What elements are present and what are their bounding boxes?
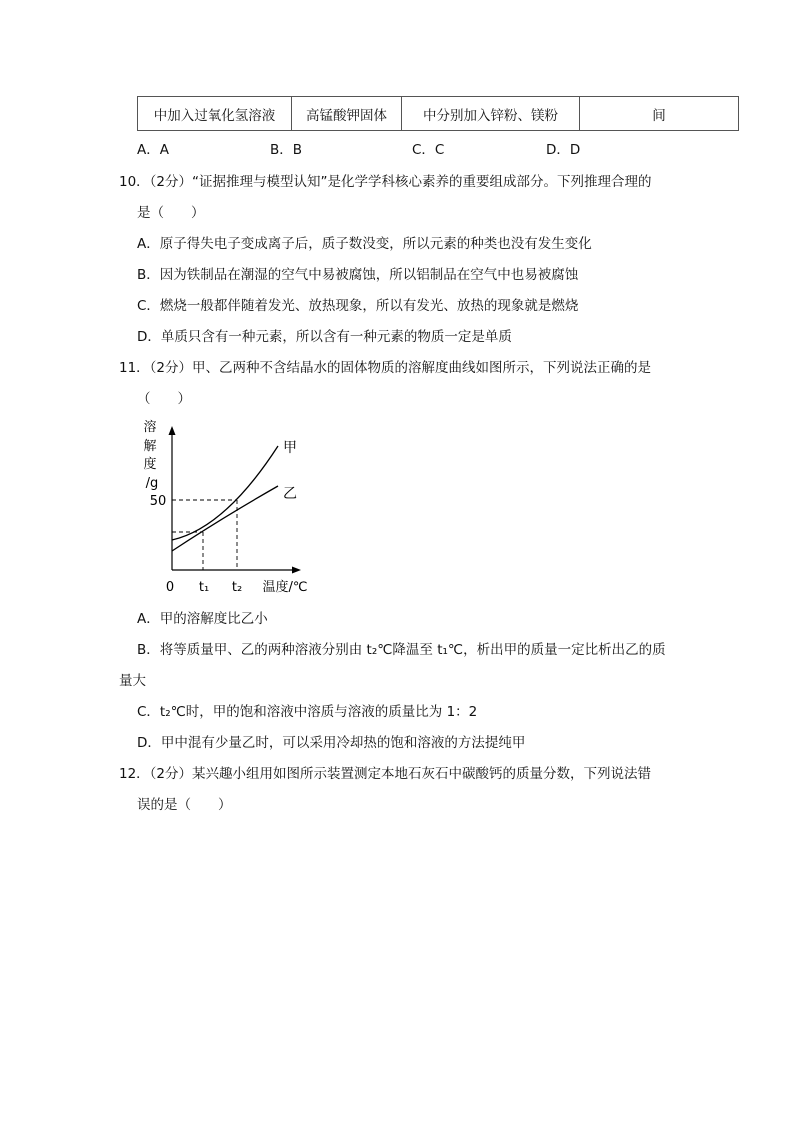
q11-option-b-line1: B．将等质量甲、乙的两种溶液分别由 t₂℃降温至 t₁℃，析出甲的质量一定比析出乙的质 [137,642,666,658]
x-axis-arrow [292,567,301,574]
table-row [138,97,739,131]
q9-option-c: C．C [412,142,445,158]
table-cell: 间 [580,97,739,131]
ylabel-char-1: 溶 [143,420,157,435]
q10-option-b: B．因为铁制品在潮湿的空气中易被腐蚀，所以铝制品在空气中也易被腐蚀 [137,267,579,283]
x-axis-label: 温度/℃ [262,580,308,595]
table-cell: 中加入过氧化氢溶液 [138,97,292,131]
y-axis-arrow [169,426,176,435]
q11-option-c: C．t₂℃时，甲的饱和溶液中溶质与溶液的质量比为 1：2 [137,704,478,720]
series-yi-label: 乙 [283,486,297,502]
t1-label: t₁ [198,580,210,595]
ylabel-unit: /g [145,476,159,491]
table-cell: 高锰酸钾固体 [292,97,402,131]
q11-stem-line2: （ ） [137,391,191,407]
curve-yi [172,486,278,551]
q11-option-d: D．甲中混有少量乙时，可以采用冷却热的饱和溶液的方法提纯甲 [137,735,526,751]
t2-label: t₂ [231,580,243,595]
ylabel-char-3: 度 [143,457,157,472]
q10-stem-line2: 是（ ） [137,205,205,221]
origin-label: 0 [165,580,175,595]
q10-option-c: C．燃烧一般都伴随着发光、放热现象，所以有发光、放热的现象就是燃烧 [137,298,579,314]
q11-option-a: A．甲的溶解度比乙小 [137,611,268,627]
q10-stem-line1: 10．（2分）“证据推理与模型认知”是化学学科核心素养的重要组成部分。下列推理合理的 [119,174,652,190]
answer-table-fragment [137,96,739,131]
q9-option-a: A．A [137,142,169,158]
series-jia-label: 甲 [283,440,297,456]
q11-stem-line1: 11．（2分）甲、乙两种不含结晶水的固体物质的溶解度曲线如图所示，下列说法正确的是 [119,360,652,376]
q12-stem-line2: 误的是（ ） [137,797,232,813]
q10-option-a: A．原子得失电子变成离子后，质子数没变，所以元素的种类也没有发生变化 [137,236,592,252]
q9-option-d: D．D [546,142,581,158]
y-tick-50: 50 [149,494,167,509]
solubility-curve-figure [130,410,330,600]
table-cell: 中分别加入锌粉、镁粉 [402,97,580,131]
q11-option-b-line2: 量大 [119,673,146,689]
ylabel-char-2: 解 [143,439,157,454]
q10-option-d: D．单质只含有一种元素，所以含有一种元素的物质一定是单质 [137,329,512,345]
q9-option-b: B．B [270,142,303,158]
q12-stem-line1: 12．（2分）某兴趣小组用如图所示装置测定本地石灰石中碳酸钙的质量分数，下列说法错 [119,766,652,782]
curve-jia [172,446,278,540]
